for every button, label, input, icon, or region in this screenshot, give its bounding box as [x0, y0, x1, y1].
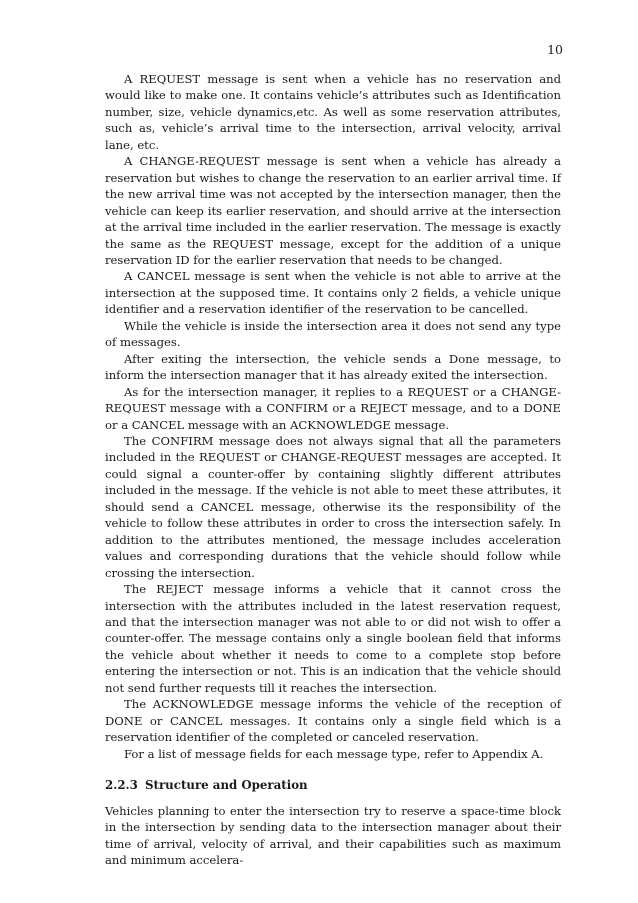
paragraph-appendix-reference: For a list of message fields for each message type, refer to Appendix A.: [124, 746, 544, 761]
page-body: [105, 71, 561, 869]
section-heading: [105, 777, 561, 793]
paragraph-cancel-message: A CANCEL message is sent when the vehicle is not able to arrive at the intersection at the supposed time. It contains only 2 fields, a vehicle unique identifier and a reservation identifier of the reservation to be cancelled.: [105, 269, 561, 317]
section-number: 2.2.3: [105, 778, 138, 793]
paragraph-done-message: After exiting the intersection, the vehicle sends a Done message, to inform the intersection manager that it has already exited the intersection.: [105, 351, 561, 383]
paragraph-acknowledge-message: The ACKNOWLEDGE message informs the vehicle of the reception of DONE or CANCEL messages. It contains only a single field which is a reservation identifier of the completed or canceled reservation.: [105, 697, 561, 745]
paragraph-inside-intersection: While the vehicle is inside the intersection area it does not send any type of messages.: [105, 318, 561, 350]
paragraph-manager-replies: As for the intersection manager, it replies to a REQUEST or a CHANGE-REQUEST message with a CONFIRM or a REJECT message, and to a DONE or a CANCEL message with an ACKNOWLEDGE message.: [105, 384, 561, 432]
section-title: Structure and Operation: [145, 778, 308, 793]
paragraph-reject-message: The REJECT message informs a vehicle that it cannot cross the intersection with the attributes included in the latest reservation request, and that the intersection manager was not able to or did not wish to offer a counter-offer. The message contains only a single boolean field that informs the vehicle about whether it needs to come to a complete stop before entering the intersection or not. This is an indication that the vehicle should not send further requests till it reaches the intersection.: [105, 582, 561, 695]
page-number: 10: [547, 42, 563, 57]
paragraph-request-message: A REQUEST message is sent when a vehicle has no reservation and would like to make one. It contains vehicle’s attributes such as Identification number, size, vehicle dynamics,etc. As well as some reservation attributes, such as, vehicle’s arrival time to the intersection, arrival velocity, arrival lane, etc.: [105, 72, 561, 152]
paragraph-confirm-message: The CONFIRM message does not always signal that all the parameters included in the REQUEST or CHANGE-REQUEST messages are accepted. It could signal a counter-offer by containing slightly different attributes included in the message. If the vehicle is not able to meet these attributes, it should send a CANCEL message, otherwise its the responsibility of the vehicle to follow these attributes in order to cross the intersection safely. In addition to the attributes mentioned, the message includes acceleration values and corresponding durations that the vehicle should follow while crossing the intersection.: [105, 433, 561, 580]
paragraph-change-request-message: A CHANGE-REQUEST message is sent when a vehicle has already a reservation but wishes to change the reservation to an earlier arrival time. If the new arrival time was not accepted by the intersection manager, then the vehicle can keep its earlier reservation, and should arrive at the intersection at the arrival time included in the earlier reservation. The message is exactly the same as the REQUEST message, except for the addition of a unique reservation ID for the earlier reservation that needs to be changed.: [105, 154, 561, 267]
paragraph-structure-operation: Vehicles planning to enter the intersection try to reserve a space-time block in the intersection by sending data to the intersection manager about their time of arrival, velocity of arrival, and their capabilities such as maximum and minimum accelera-: [105, 804, 561, 868]
